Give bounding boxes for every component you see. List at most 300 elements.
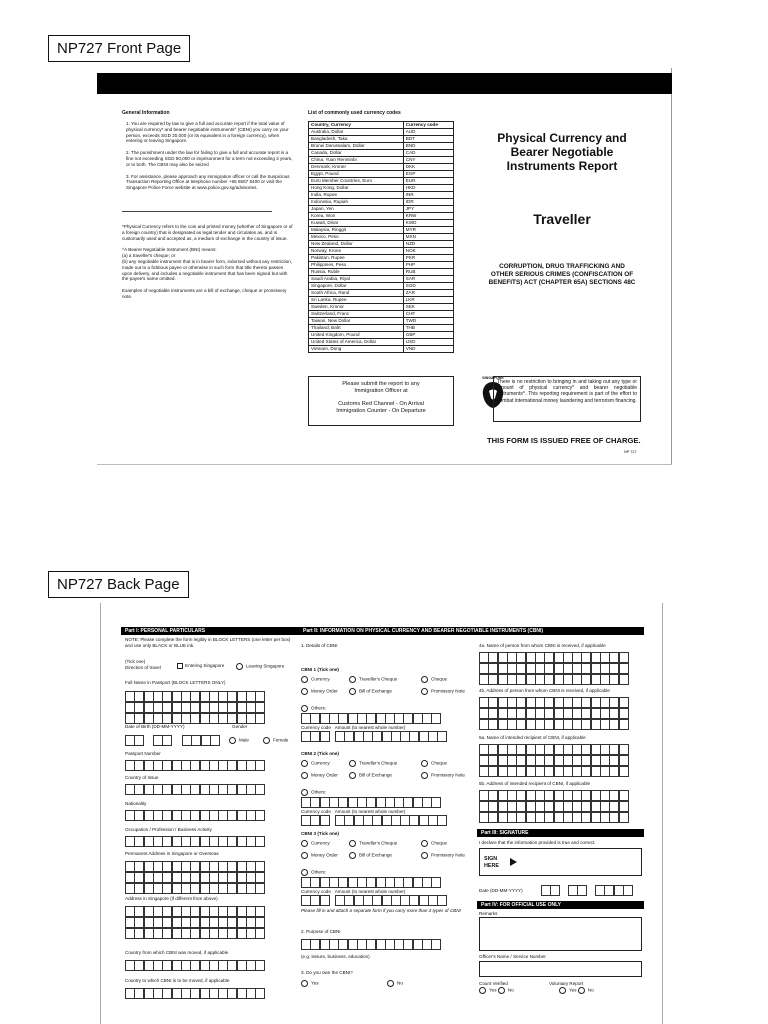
currency-code: JPY (403, 206, 453, 213)
currency-code: CHF (403, 311, 453, 318)
q4b-grid[interactable] (479, 697, 628, 730)
cbni-3-currency-option[interactable] (301, 840, 330, 847)
currency-row (309, 227, 454, 234)
cbni-1-ccode-grid[interactable] (301, 731, 329, 742)
cbni-1-amount-grid[interactable] (335, 731, 447, 742)
notice-text: There is no restriction to bringing in and taking out any type or amount of physical currency* and bearer negotiable instruments^. This reporting requirement is part of the effort to combat international money laundering and terrorism financing. (497, 379, 637, 404)
cbni-3-amount-grid[interactable] (335, 895, 447, 906)
cbni-1-currency-option[interactable] (301, 676, 330, 683)
general-info-heading: General Information (122, 110, 170, 116)
cbni-3-others-grid[interactable] (301, 877, 441, 888)
currency-row (309, 213, 454, 220)
letter-box[interactable] (255, 760, 265, 771)
currency-country: Thailand, Baht (309, 325, 404, 332)
currency-code: BDT (403, 136, 453, 143)
cbni-1-title: CBNI 1 (Tick one) (301, 667, 339, 672)
currency-row (309, 276, 454, 283)
cbni-2-bill-of-exchange-label: Bill of Exchange (359, 772, 392, 778)
purpose-grid[interactable] (301, 939, 441, 950)
letter-box[interactable] (255, 861, 265, 872)
currency-code: EGP (403, 171, 453, 178)
cbni-3-others-radio[interactable] (301, 869, 308, 876)
moved-from-label: Country from which CBNI was moved, if applicable (125, 950, 229, 955)
currency-country: Kuwait, Dinar (309, 220, 404, 227)
fullname-grid[interactable] (125, 691, 265, 724)
currency-country: Saudi Arabia, Riyal (309, 276, 404, 283)
passport-label: Passport Number (125, 751, 161, 756)
letter-box[interactable] (431, 939, 441, 950)
letter-box[interactable] (255, 960, 265, 971)
currency-country: Denmark, Kroner (309, 164, 404, 171)
currency-row (309, 325, 454, 332)
cbni-2-promissory-note-label: Promissory Note (431, 772, 465, 778)
cbni-2-ccode-grid[interactable] (301, 815, 329, 826)
entering-checkbox[interactable] (177, 663, 183, 669)
tick-one-label: (Tick one) (125, 659, 146, 664)
currency-country: New Zealand, Dollar (309, 241, 404, 248)
currency-row (309, 192, 454, 199)
currency-row (309, 171, 454, 178)
part2-header: Part II: INFORMATION ON PHYSICAL CURRENCY AND BEARER NEGOTIABLE INSTRUMENTS (CBNI) (299, 627, 644, 635)
letter-box[interactable] (431, 713, 441, 724)
remarks-label: Remarks (479, 911, 498, 916)
letter-box[interactable] (550, 885, 560, 896)
cbni-3-ccode-label: Currency code (301, 888, 331, 894)
cbni-2-others-option[interactable] (301, 789, 474, 796)
currency-country: Philippines, Peso (309, 262, 404, 269)
currency-code: BND (403, 143, 453, 150)
currency-country: United States of America, Dollar (309, 339, 404, 346)
cbni-1-ccode-label: Currency code (301, 724, 331, 730)
currency-code: KWD (403, 220, 453, 227)
letter-box[interactable] (320, 895, 330, 906)
currency-country: Vietnam, Dong (309, 346, 404, 353)
cbni-2-others-grid[interactable] (301, 797, 441, 808)
cbni-3-bill-of-exchange-label: Bill of Exchange (359, 852, 392, 858)
q5b-label: 5b. Address of intended recipient of CBNI, if applicable (479, 781, 591, 786)
currency-country: China, Yuan Renminbi (309, 157, 404, 164)
letter-box[interactable] (619, 708, 629, 719)
own-yes-radio[interactable] (301, 980, 308, 987)
letter-box[interactable] (437, 731, 447, 742)
cbni-3-others-option[interactable] (301, 869, 474, 876)
voluntary-options[interactable] (559, 987, 594, 994)
cbni-1-others-option[interactable] (301, 705, 474, 712)
cbni-1-bill-of-exchange-option[interactable] (349, 688, 392, 695)
currency-table (308, 121, 454, 353)
currency-code: SAR (403, 276, 453, 283)
letter-box[interactable] (577, 885, 587, 896)
female-label: Female (273, 737, 289, 743)
sign-day-grid[interactable] (541, 885, 560, 896)
currency-country: South Africa, Rand (309, 290, 404, 297)
cbni-1-cheque-label: Cheque (431, 676, 448, 682)
letter-box[interactable] (255, 917, 265, 928)
voluntary-no-label: No (587, 987, 594, 993)
leaving-label: Leaving Singapore (246, 663, 285, 669)
currency-country: Switzerland, Franc (309, 311, 404, 318)
currency-row (309, 248, 454, 255)
definition-currency: *Physical Currency refers to the coin and printed money (whether of Singapore or of a foreign country) that is designated as legal tender and circulates as, and is customarily used and accepted as, a medium of exchange in the country of issue. (122, 223, 293, 241)
letter-box[interactable] (162, 735, 172, 746)
count-yes-radio[interactable] (479, 987, 486, 994)
cbni-3-others-label: Others: (311, 869, 327, 875)
sign-month-grid[interactable] (568, 885, 587, 896)
cbni-3-bill-of-exchange-radio[interactable] (349, 852, 356, 859)
female-option[interactable] (263, 737, 288, 744)
cbni-1-money-order-label: Money Order (311, 688, 338, 694)
currency-row (309, 206, 454, 213)
q4a-grid[interactable] (479, 652, 628, 685)
country-issue-label: Country of Issue (125, 775, 159, 780)
cbni-1-cheque-radio[interactable] (421, 676, 428, 683)
passport-grid[interactable] (125, 760, 265, 771)
currency-country: Sri Lanka, Rupee (309, 297, 404, 304)
own-no-radio[interactable] (387, 980, 394, 987)
currency-country: Pakistan, Rupee (309, 255, 404, 262)
cbni-3-block (299, 831, 474, 906)
own-no-option[interactable] (387, 980, 403, 987)
cbni-1-money-order-option[interactable] (301, 688, 338, 695)
currency-code: SEK (403, 304, 453, 311)
cbni-1-cheque-option[interactable] (421, 676, 447, 683)
letter-box[interactable] (255, 713, 265, 724)
currency-country: Russia, Ruble (309, 269, 404, 276)
general-info (122, 110, 294, 300)
currency-code: ZAR (403, 290, 453, 297)
cbni-1-promissory-note-option[interactable] (421, 688, 465, 695)
count-verified-label: Count Verified (479, 981, 508, 986)
cbni-1-money-order-radio[interactable] (301, 688, 308, 695)
currency-code: PKR (403, 255, 453, 262)
sign-here-label: SIGN HERE (484, 856, 499, 869)
letter-box[interactable] (255, 928, 265, 939)
currency-country: Canada, Dollar (309, 150, 404, 157)
letter-box[interactable] (619, 697, 629, 708)
currency-code: HKD (403, 185, 453, 192)
letter-box[interactable] (619, 674, 629, 685)
form-subtitle: Traveller (533, 211, 591, 227)
general-info-p3: 3. For assistance, please approach any immigration officer or call the Suspicious Transaction Reporting Office at telephone number +65 6557 5400 or visit the Singapore Police Force website at www.police.gov.sg/advisories. (126, 173, 290, 191)
currency-row (309, 332, 454, 339)
purpose-example: (e.g. leisure, business, education) (301, 954, 370, 959)
cbni-1-promissory-note-label: Promissory Note (431, 688, 465, 694)
currency-row (309, 269, 454, 276)
own-yes-label: Yes (311, 980, 319, 986)
letter-box[interactable] (255, 784, 265, 795)
voluntary-label: Voluntary Report (549, 981, 584, 986)
currency-row (309, 255, 454, 262)
cbni-1-promissory-note-radio[interactable] (421, 688, 428, 695)
cbni-2-title: CBNI 2 (Tick one) (301, 751, 339, 756)
currency-code: GBP (403, 332, 453, 339)
cbni-3-currency-label: Currency (311, 840, 330, 846)
male-radio[interactable] (229, 737, 236, 744)
cbni-2-cheque-option[interactable] (421, 760, 447, 767)
leaving-radio[interactable] (236, 663, 243, 670)
letter-box[interactable] (619, 744, 629, 755)
cbni-2-cheque-label: Cheque (431, 760, 448, 766)
currency-code: PHP (403, 262, 453, 269)
voluntary-no-radio[interactable] (578, 987, 585, 994)
cbni-2-bill-of-exchange-option[interactable] (349, 772, 392, 779)
submit-line-2: Immigration Officer at (354, 388, 408, 394)
letter-box[interactable] (255, 988, 265, 999)
count-yes-label: Yes (489, 987, 497, 993)
direction-label: Direction of travel (125, 665, 161, 670)
front-page-sheet (97, 68, 672, 465)
currency-row (309, 339, 454, 346)
currency-code: LKR (403, 297, 453, 304)
letter-box[interactable] (619, 652, 629, 663)
currency-col-country: Country, Currency (309, 122, 404, 129)
part3-header: Part III: SIGNATURE (477, 829, 644, 837)
officer-box[interactable] (479, 961, 642, 977)
letter-box[interactable] (619, 755, 629, 766)
part4-header: Part IV: FOR OFFICIAL USE ONLY (477, 901, 644, 909)
currency-row (309, 143, 454, 150)
currency-row (309, 185, 454, 192)
letter-box[interactable] (255, 810, 265, 821)
cbni-2-currency-radio[interactable] (301, 760, 308, 767)
currency-country: Egypt, Pound (309, 171, 404, 178)
cbni-1-bill-of-exchange-radio[interactable] (349, 688, 356, 695)
cbni-1-travellers-cheque-radio[interactable] (349, 676, 356, 683)
letter-box[interactable] (619, 766, 629, 777)
female-radio[interactable] (263, 737, 270, 744)
currency-code: CNY (403, 157, 453, 164)
letter-box[interactable] (437, 895, 447, 906)
currency-code: VND (403, 346, 453, 353)
currency-row (309, 290, 454, 297)
front-top-bar (97, 73, 672, 94)
address-grid[interactable] (125, 861, 265, 894)
currency-list-heading: List of commonly used currency codes (308, 110, 401, 116)
letter-box[interactable] (255, 883, 265, 894)
logo-text: SINGAPORE (482, 376, 504, 380)
currency-country: Korea, Won (309, 213, 404, 220)
currency-row (309, 311, 454, 318)
cbni-2-travellers-cheque-option[interactable] (349, 760, 397, 767)
cbni-3-ccode-grid[interactable] (301, 895, 329, 906)
q5b-grid[interactable] (479, 790, 628, 823)
cbni-1-currency-radio[interactable] (301, 676, 308, 683)
fullname-label: Full Name in Passport (BLOCK LETTERS ONLY) (125, 680, 226, 685)
dob-year-grid[interactable] (182, 735, 219, 746)
country-issue-grid[interactable] (125, 784, 265, 795)
letter-box[interactable] (255, 872, 265, 883)
definition-bni-b: (b) any negotiable instrument that is in bearer form, indorsed without any restriction, made out to a fictitious payee or otherwise in such form that title thereto passes upon delivery, and includes a negotiable instrument that has been signed but with the payee's name omitted. (122, 258, 293, 282)
cbni-1-others-grid[interactable] (301, 713, 441, 724)
cbni-3-travellers-cheque-option[interactable] (349, 840, 397, 847)
cbni-2-ccode-label: Currency code (301, 808, 331, 814)
cbni-3-amount-label: Amount (to nearest whole number) (334, 888, 406, 894)
occupation-grid[interactable] (125, 836, 265, 847)
cbni-2-others-label: Others: (311, 789, 327, 795)
letter-box[interactable] (320, 815, 330, 826)
letter-box[interactable] (619, 790, 629, 801)
letter-box[interactable] (437, 815, 447, 826)
currency-row (309, 220, 454, 227)
currency-row (309, 150, 454, 157)
cbni-2-currency-option[interactable] (301, 760, 330, 767)
currency-row (309, 164, 454, 171)
letter-box[interactable] (210, 735, 220, 746)
letter-box[interactable] (255, 906, 265, 917)
q5a-label: 5a. Name of intended recipient of CBNI, if applicable (479, 735, 586, 740)
entering-option[interactable] (177, 663, 224, 669)
cbni-3-currency-radio[interactable] (301, 840, 308, 847)
currency-country: Taiwan, New Dollar (309, 318, 404, 325)
male-option[interactable] (229, 737, 249, 744)
sign-arrow-icon (510, 858, 517, 866)
cbni-2-promissory-note-option[interactable] (421, 772, 465, 779)
cbni-1-others-radio[interactable] (301, 705, 308, 712)
letter-box[interactable] (619, 801, 629, 812)
cbni-2-money-order-label: Money Order (311, 772, 338, 778)
currency-country: United Kingdom, Pound (309, 332, 404, 339)
submit-box (308, 376, 454, 426)
count-options[interactable] (479, 987, 514, 994)
currency-row (309, 157, 454, 164)
form-code: NP 727 (624, 450, 637, 454)
currency-country: Hong Kong, Dollar (309, 185, 404, 192)
cbni-2-amount-label: Amount (to nearest whole number) (334, 808, 406, 814)
currency-country: Mexico, Peso (309, 234, 404, 241)
letter-box[interactable] (255, 836, 265, 847)
letter-box[interactable] (619, 812, 629, 823)
cbni-3-bill-of-exchange-option[interactable] (349, 852, 392, 859)
cbni-2-promissory-note-radio[interactable] (421, 772, 428, 779)
cbni-3-cheque-label: Cheque (431, 840, 448, 846)
moved-to-grid[interactable] (125, 988, 265, 999)
letter-box[interactable] (619, 719, 629, 730)
purpose-label: 2. Purpose of CBNI (301, 929, 341, 934)
declare-text: I declare that the information provided is true and correct. (479, 840, 596, 845)
own-label: 3. Do you own the CBNI? (301, 970, 353, 975)
moved-from-grid[interactable] (125, 960, 265, 971)
moved-to-label: Country to which CBNI is to be moved, if applicable (125, 978, 230, 983)
own-yes-option[interactable] (301, 980, 319, 987)
currency-code: RUB (403, 269, 453, 276)
cbni-1-travellers-cheque-option[interactable] (349, 676, 397, 683)
letter-box[interactable] (431, 877, 441, 888)
letter-box[interactable] (619, 663, 629, 674)
definition-examples: Examples of negotiable instruments are a bill of exchange, cheque or promissory note. (122, 288, 287, 299)
currency-row (309, 199, 454, 206)
currency-code: MXN (403, 234, 453, 241)
nationality-grid[interactable] (125, 810, 265, 821)
q5a-grid[interactable] (479, 744, 628, 777)
letter-box[interactable] (255, 691, 265, 702)
general-info-p1: 1. You are required by law to give a full and accurate report if the total value of physical currency* and bearer negotiable instruments^ (CBNI) you carry on your person, exceeds SGD 20,000 (or its equivalent in a foreign currency), when entering or leaving Singapore. (126, 121, 289, 144)
currency-code: TWD (403, 318, 453, 325)
act-reference: CORRUPTION, DRUG TRAFFICKING AND OTHER SERIOUS CRIMES (CONFISCATION OF BENEFITS) ACT (CHAPTER 65A) SECTIONS 48C (488, 263, 636, 286)
fill-note: Please fill in and attach a separate form if you carry more than 3 types of CBNI (301, 908, 461, 913)
dob-month-grid[interactable] (153, 735, 172, 746)
currency-code: IDR (403, 199, 453, 206)
count-no-radio[interactable] (498, 987, 505, 994)
cbni-3-promissory-note-radio[interactable] (421, 852, 428, 859)
notice-box (493, 376, 641, 422)
part1-header: Part I: PERSONAL PARTICULARS (121, 627, 299, 635)
sign-year-grid[interactable] (595, 885, 632, 896)
q4b-label: 4b. Address of person from whom CBNI is received, if applicable (479, 688, 610, 693)
currency-country: Indonesia, Rupiah (309, 199, 404, 206)
cbni-2-amount-grid[interactable] (335, 815, 447, 826)
cbni-2-currency-label: Currency (311, 760, 330, 766)
definition-bni-a: (a) a traveller's cheque; or (122, 253, 176, 259)
cbni-2-travellers-cheque-radio[interactable] (349, 760, 356, 767)
currency-country: Bangladesh, Taka (309, 136, 404, 143)
cbni-3-cheque-radio[interactable] (421, 840, 428, 847)
currency-row (309, 234, 454, 241)
currency-code: KRW (403, 213, 453, 220)
gender-label: Gender (232, 724, 248, 729)
cbni-3-promissory-note-option[interactable] (421, 852, 465, 859)
count-no-label: No (507, 987, 514, 993)
letter-box[interactable] (623, 885, 633, 896)
letter-box[interactable] (134, 735, 144, 746)
currency-country: Australia, Dollar (309, 129, 404, 136)
cbni-3-promissory-note-label: Promissory Note (431, 852, 465, 858)
cbni-2-bill-of-exchange-radio[interactable] (349, 772, 356, 779)
letter-box[interactable] (255, 702, 265, 713)
cbni-1-others-label: Others: (311, 705, 327, 711)
front-page-label: NP727 Front Page (48, 35, 190, 62)
leaving-option[interactable] (236, 663, 284, 670)
currency-row (309, 136, 454, 143)
cbni-3-money-order-radio[interactable] (301, 852, 308, 859)
currency-country: Norway, Krone (309, 248, 404, 255)
cbni-1-currency-label: Currency (311, 676, 330, 682)
currency-country: Sweden, Kronor (309, 304, 404, 311)
general-info-p2: 2. The punishment under the law for failing to give a full and accurate report is a fine not exceeding SGD 50,000 or imprisonment for a term not exceeding 3 years, or to both. The CBNI may also be seized (126, 150, 293, 167)
letter-box[interactable] (320, 731, 330, 742)
cbni-2-money-order-radio[interactable] (301, 772, 308, 779)
currency-row (309, 297, 454, 304)
address-label: Permanent Address in Singapore or Overseas (125, 851, 219, 856)
currency-code: NZD (403, 241, 453, 248)
cbni-1-amount-label: Amount (to nearest whole number) (334, 724, 406, 730)
currency-row (309, 318, 454, 325)
dob-grid[interactable] (125, 735, 144, 746)
cbni-3-cheque-option[interactable] (421, 840, 447, 847)
occupation-label: Occupation / Profession / Business Activity (125, 827, 212, 832)
male-label: Male (239, 737, 249, 743)
voluntary-yes-radio[interactable] (559, 987, 566, 994)
cbni-2-travellers-cheque-label: Traveller's Cheque (359, 760, 398, 766)
remarks-box[interactable] (479, 917, 642, 951)
letter-box[interactable] (431, 797, 441, 808)
currency-code: THB (403, 325, 453, 332)
address-sg-grid[interactable] (125, 906, 265, 939)
cbni-3-money-order-option[interactable] (301, 852, 338, 859)
currency-code: EUR (403, 178, 453, 185)
cbni-2-money-order-option[interactable] (301, 772, 338, 779)
currency-country: India, Rupee (309, 192, 404, 199)
cbni-2-cheque-radio[interactable] (421, 760, 428, 767)
free-of-charge: THIS FORM IS ISSUED FREE OF CHARGE. (487, 436, 641, 445)
cbni-2-others-radio[interactable] (301, 789, 308, 796)
currency-code: USD (403, 339, 453, 346)
currency-code: SGD (403, 283, 453, 290)
currency-code: INR (403, 192, 453, 199)
entering-label: Entering Singapore (185, 663, 225, 669)
part1-note: NOTE: Please complete the form legibly in BLOCK LETTERS (one letter per box) and use only BLACK or BLUE ink. (125, 637, 291, 648)
signature-box[interactable] (479, 848, 642, 876)
cbni-3-travellers-cheque-radio[interactable] (349, 840, 356, 847)
